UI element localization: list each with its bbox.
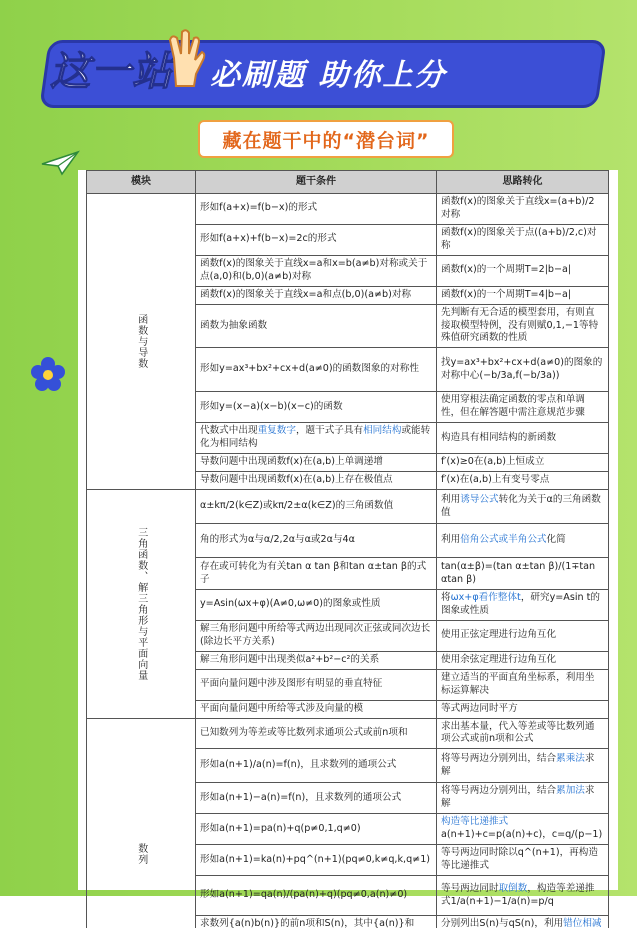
transformation-text: a(n+1)+c=p(a(n)+c)，c=q/(p−1) [441, 829, 602, 840]
condition-text: ，题干式子具有 [296, 425, 363, 436]
banner-subtitle: 必刷题 助你上分 [210, 50, 446, 94]
highlight-text: 相同结构 [363, 425, 401, 436]
highlight-text: 构造等比递推式 [441, 816, 508, 827]
transformation-cell [437, 749, 609, 783]
transformation-cell: 使用穿根法确定函数的零点和单调性，但在解答题中需注意规范步骤 [437, 392, 609, 423]
transformation-cell [437, 916, 609, 928]
condition-text: 或能转化为相同结构 [200, 425, 430, 449]
condition-cell: 形如f(a+x)+f(b−x)=2c的形式 [196, 224, 437, 255]
highlight-text: 重复数字 [258, 425, 296, 436]
transformation-text: 转化为关于α的三角函数值 [441, 494, 601, 518]
banner-title: 这一站 [50, 40, 173, 97]
condition-cell: 平面向量问题中所给等式涉及向量的模 [196, 700, 437, 718]
transformation-cell: 函数f(x)的一个周期T=4|b−a| [437, 286, 609, 304]
transformation-cell: 使用余弦定理进行边角互化 [437, 651, 609, 669]
section-title: 藏在题干中的“潜台词” [200, 126, 452, 153]
module-cell-sequences: 数列 [87, 718, 196, 928]
transformation-cell [437, 524, 609, 558]
transformation-cell: 构造具有相同结构的新函数 [437, 423, 609, 454]
highlight-text: 错位相减 [441, 918, 602, 928]
transformation-text: 利用 [441, 534, 460, 545]
condition-text: 代数式中出现 [200, 425, 258, 436]
transformation-cell: 等式两边同时平方 [437, 700, 609, 718]
highlight-text: 诱导公式 [460, 494, 498, 505]
condition-cell: 解三角形问题中出现类似a²+b²−c²的关系 [196, 651, 437, 669]
transformation-cell: 函数f(x)的图象关于点((a+b)/2,c)对称 [437, 224, 609, 255]
condition-cell: 已知数列为等差或等比数列求通项公式或前n项和 [196, 718, 437, 749]
transformation-text: 利用 [441, 494, 460, 505]
table-header-row [87, 171, 609, 194]
condition-cell: 形如a(n+1)−a(n)=f(n)，且求数列的通项公式 [196, 783, 437, 814]
transformation-text: 化简 [547, 534, 566, 545]
transformation-cell: f′(x)在(a,b)上有变号零点 [437, 472, 609, 490]
transformation-cell: 找y=ax³+bx²+cx+d(a≠0)的图象的对称中心(−b/3a,f(−b/3a)) [437, 348, 609, 392]
condition-cell: 函数f(x)的图象关于直线x=a和点(b,0)(a≠b)对称 [196, 286, 437, 304]
transformation-cell: 函数f(x)的图象关于直线x=(a+b)/2对称 [437, 194, 609, 225]
condition-cell: α±kπ/2(k∈Z)或kπ/2±α(k∈Z)的三角函数值 [196, 490, 437, 524]
header-transformation: 思路转化 [437, 171, 609, 194]
table-row [87, 194, 609, 225]
transformation-cell [437, 590, 609, 621]
transformation-cell: 求出基本量，代入等差或等比数列通项公式或前n项和公式 [437, 718, 609, 749]
condition-cell: 存在或可转化为有关tan α tan β和tan α±tan β的式子 [196, 558, 437, 590]
condition-cell: 导数问题中出现函数f(x)在(a,b)上存在极值点 [196, 472, 437, 490]
condition-cell: 形如a(n+1)=pa(n)+q(p≠0,1,q≠0) [196, 814, 437, 845]
transformation-cell: tan(α±β)=(tan α±tan β)/(1∓tan αtan β) [437, 558, 609, 590]
condition-cell: 形如y=ax³+bx²+cx+d(a≠0)的函数图象的对称性 [196, 348, 437, 392]
module-cell-trigonometry: 三角函数、解三角形与平面向量 [87, 490, 196, 719]
transformation-cell: 建立适当的平面直角坐标系，利用坐标运算解决 [437, 669, 609, 700]
condition-cell: 形如a(n+1)/a(n)=f(n)，且求数列的通项公式 [196, 749, 437, 783]
section-title-box [198, 120, 454, 158]
condition-cell: 求数列{a(n)b(n)}的前n项和S(n)，其中{a(n)}和 [196, 916, 437, 928]
highlight-text: 累加法 [556, 785, 585, 796]
transformation-cell: f′(x)≥0在(a,b)上恒成立 [437, 454, 609, 472]
highlight-text: 累乘法 [556, 753, 585, 764]
transformation-text: 将 [441, 592, 451, 603]
transformation-cell: 先判断有无合适的模型套用，有则直接取模型特例，没有则赋0,1,−1等特殊值研究函数的性质 [437, 304, 609, 348]
highlight-text: ωx+φ看作整体t [451, 592, 521, 603]
condition-cell: 角的形式为α与α/2,2α与α或2α与4α [196, 524, 437, 558]
transformation-text: 分别列出S(n)与qS(n)，利用 [441, 918, 563, 928]
transformation-cell: 使用正弦定理进行边角互化 [437, 620, 609, 651]
transformation-cell: 函数f(x)的一个周期T=2|b−a| [437, 255, 609, 286]
transformation-text: 等号两边同时 [441, 883, 499, 894]
condition-cell: y=Asin(ωx+φ)(A≠0,ω≠0)的图象或性质 [196, 590, 437, 621]
flower-icon [30, 356, 66, 392]
condition-cell: 导数问题中出现函数f(x)在(a,b)上单调递增 [196, 454, 437, 472]
condition-cell: 形如f(a+x)=f(b−x)的形式 [196, 194, 437, 225]
banner [30, 28, 596, 110]
transformation-cell: 等号两边同时除以q^(n+1)，再构造等比递推式 [437, 845, 609, 876]
transformation-cell [437, 814, 609, 845]
transformation-cell [437, 490, 609, 524]
condition-cell: 形如a(n+1)=ka(n)+pq^(n+1)(pq≠0,k≠q,k,q≠1) [196, 845, 437, 876]
module-cell-functions: 函数与导数 [87, 194, 196, 490]
transformation-text: 求解 [441, 785, 595, 809]
transformation-text: 求解 [441, 753, 595, 777]
summary-table [86, 170, 609, 928]
condition-cell: 平面向量问题中涉及图形有明显的垂直特征 [196, 669, 437, 700]
transformation-text: 将等号两边分别列出，结合 [441, 753, 556, 764]
hand-icon [168, 28, 206, 88]
header-condition: 题干条件 [196, 171, 437, 194]
paper-plane-icon [40, 150, 80, 176]
highlight-text: 倍角公式或半角公式 [460, 534, 546, 545]
highlight-text: 取倒数 [499, 883, 528, 894]
condition-cell: 形如y=(x−a)(x−b)(x−c)的函数 [196, 392, 437, 423]
condition-cell: 函数为抽象函数 [196, 304, 437, 348]
condition-cell: 解三角形问题中所给等式两边出现同次正弦或同次边长(除边长平方关系) [196, 620, 437, 651]
condition-cell: 函数f(x)的图象关于直线x=a和x=b(a≠b)对称或关于点(a,0)和(b,0)(a≠b)对称 [196, 255, 437, 286]
transformation-cell [437, 783, 609, 814]
condition-cell [196, 423, 437, 454]
table-row [87, 490, 609, 524]
transformation-text: 将等号两边分别列出，结合 [441, 785, 556, 796]
header-module: 模块 [87, 171, 196, 194]
condition-cell: 形如a(n+1)=qa(n)/(pa(n)+q)(pq≠0,a(n)≠0) [196, 876, 437, 916]
transformation-text: ，构造等差递推式1/a(n+1)−1/a(n)=p/q [441, 883, 595, 907]
table-row [87, 718, 609, 749]
transformation-text: ，研究y=Asin t的图象或性质 [441, 592, 600, 616]
